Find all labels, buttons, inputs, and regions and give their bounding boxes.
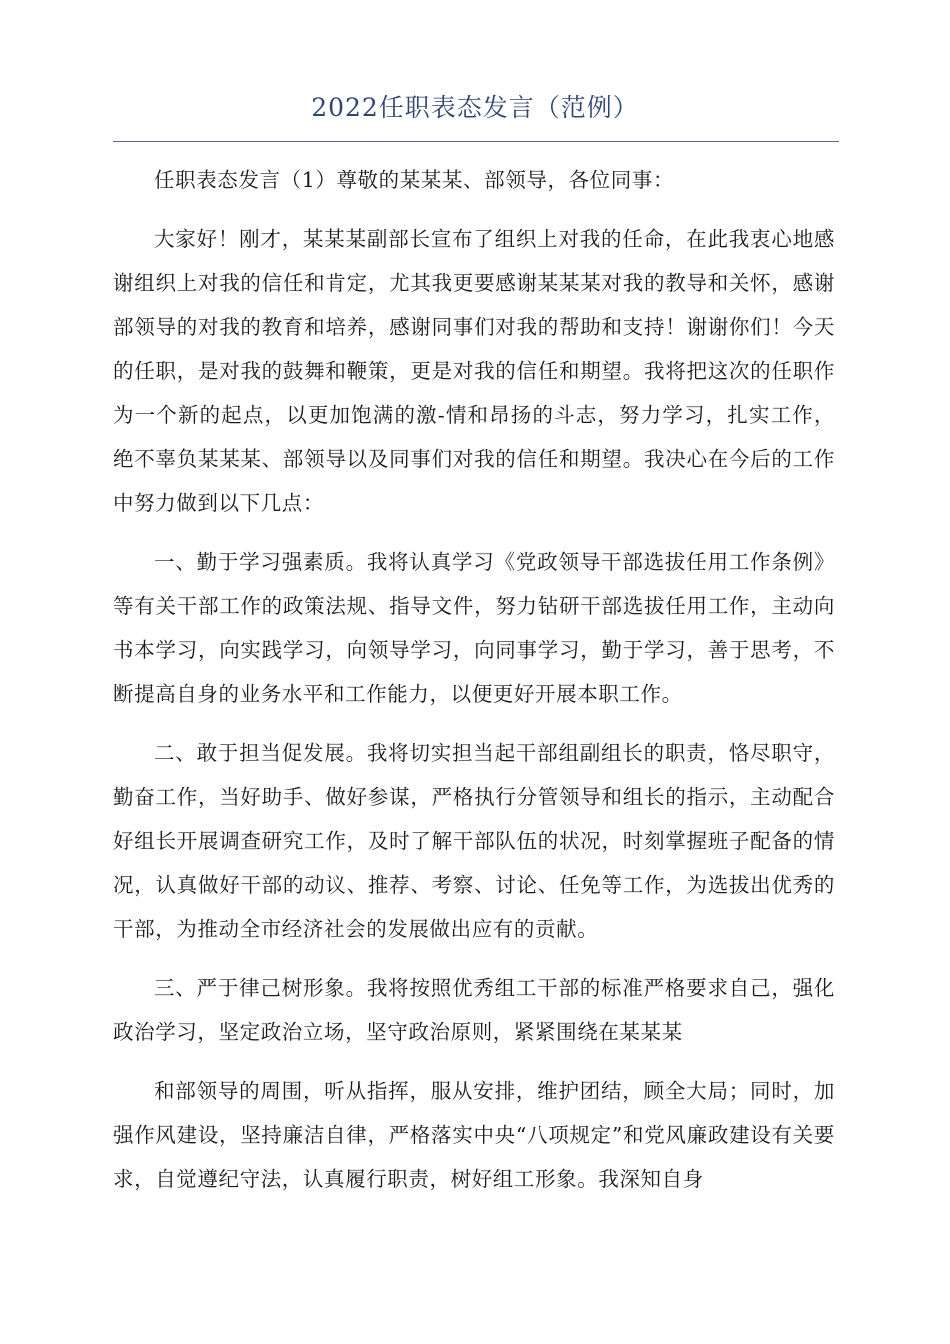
document-title: 2022任职表态发言（范例） [311,93,639,122]
paragraph-point-three: 三、严于律己树形象。我将按照优秀组工干部的标准严格要求自己，强化政治学习，坚定政治立场，坚守政治原则，紧紧围绕在某某某 [113,976,835,1044]
paragraph-point-one: 一、勤于学习强素质。我将认真学习《党政领导干部选拔任用工作条例》等有关干部工作的政策法规、指导文件，努力钻研干部选拔任用工作，主动向书本学习，向实践学习，向领导学习，向同事学习，勤于学习，善于思考，不断提高自身的业务水平和工作能力，以便更好开展本职工作。 [113,550,835,706]
paragraph-continuation: 和部领导的周围，听从指挥，服从安排，维护团结，顾全大局；同时，加强作风建设，坚持廉洁自律，严格落实中央“八项规定”和党风廉政建设有关要求，自觉遵纪守法，认真履行职责，树好组工形象。我深知自身 [113,1079,835,1191]
document-body [113,158,835,1201]
paragraph-thanks: 大家好！刚才，某某某副部长宣布了组织上对我的任命，在此我衷心地感谢组织上对我的信任和肯定，尤其我更要感谢某某某对我的教导和关怀，感谢部领导的对我的教育和培养，感谢同事们对我的帮助和支持！谢谢你们！今天的任职，是对我的鼓舞和鞭策，更是对我的信任和期望。我将把这次的任职作为一个新的起点，以更加饱满的激-情和昂扬的斗志，努力学习，扎实工作，绝不辜负某某某、部领导以及同事们对我的信任和期望。我决心在今后的工作中努力做到以下几点： [113,227,835,515]
paragraph-point-two: 二、敢于担当促发展。我将切实担当起干部组副组长的职责，恪尽职守，勤奋工作，当好助手、做好参谋，严格执行分管领导和组长的指示，主动配合好组长开展调查研究工作，及时了解干部队伍的状况，时刻掌握班子配备的情况，认真做好干部的动议、推荐、考察、讨论、任免等工作，为选拔出优秀的干部，为推动全市经济社会的发展做出应有的贡献。 [113,741,835,941]
paragraph-salutation: 任职表态发言（1）尊敬的某某某、部领导，各位同事： [154,168,675,192]
title-divider [113,141,839,142]
